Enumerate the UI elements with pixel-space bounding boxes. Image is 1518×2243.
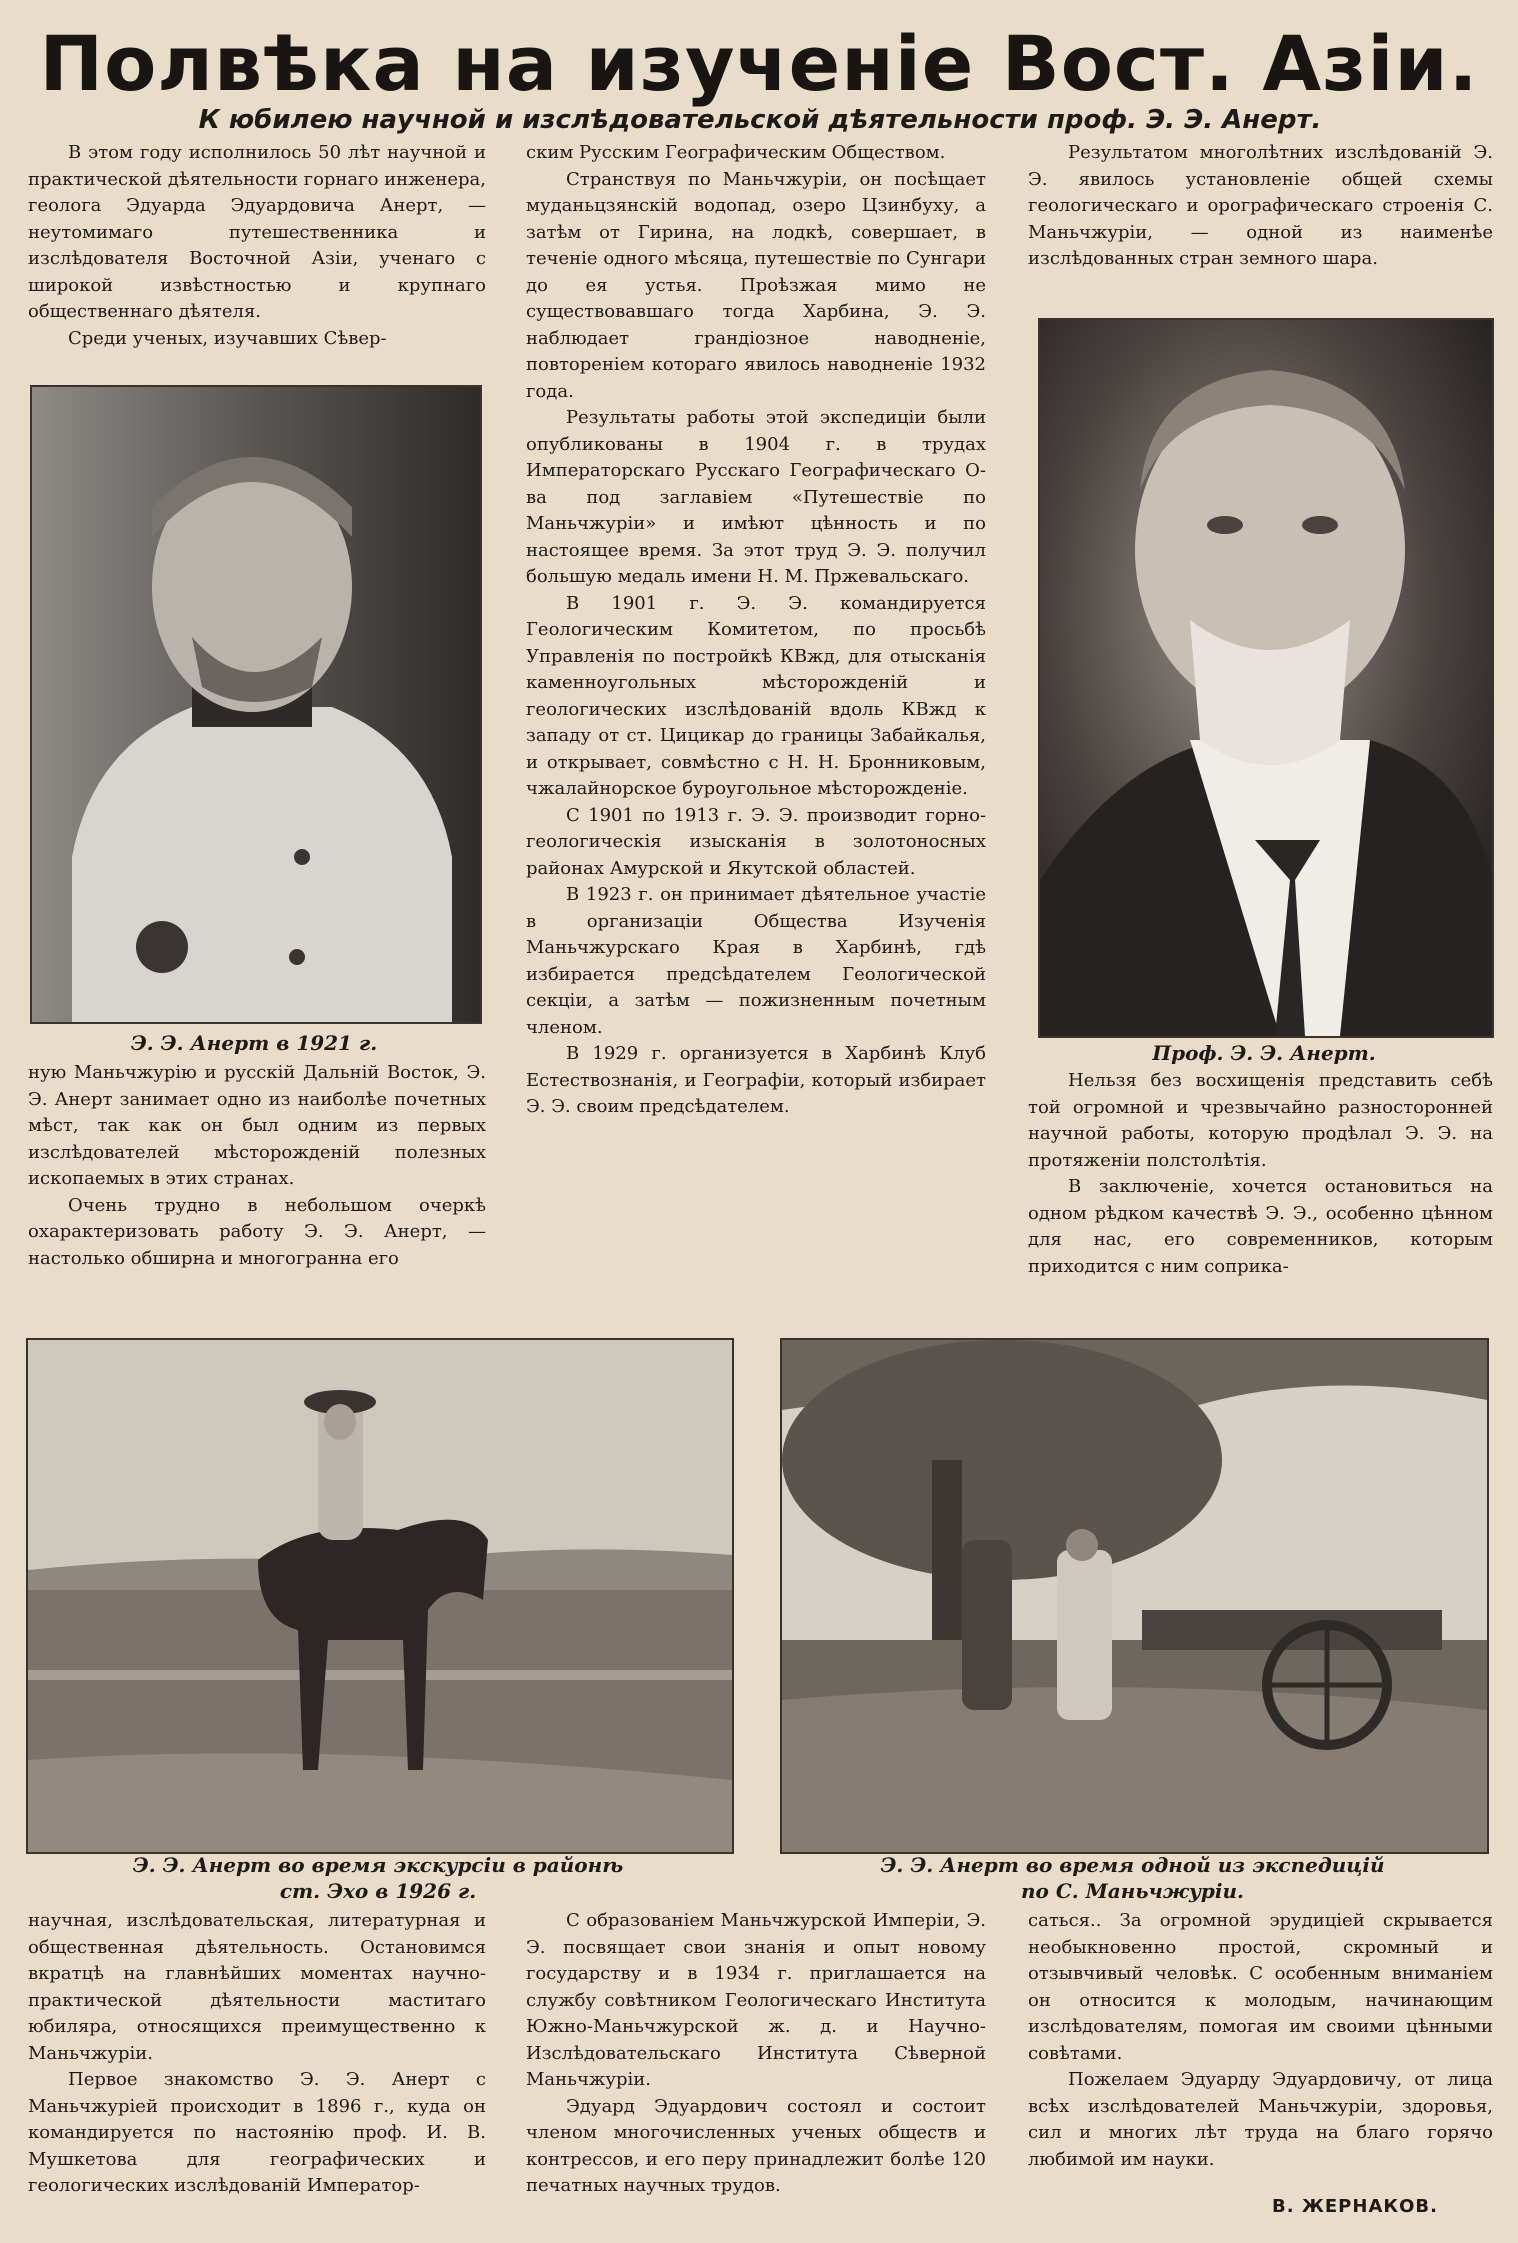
- portrait-photo-professor: [1038, 318, 1494, 1038]
- paragraph: Результатом многолѣтних изслѣдованій Э. Э. явилось установленіе общей схемы геологическаго и орографическаго строенія С. Маньчжуріи, — одной из наименѣе изслѣдованных стран земного шара.: [1028, 142, 1493, 269]
- column-1-middle: [28, 1060, 486, 1315]
- column-2-top: [526, 140, 986, 1320]
- caption-line: по С. Маньчжуріи.: [1020, 1879, 1245, 1903]
- paragraph: ским Русским Географическим Обществом.: [526, 142, 946, 163]
- subheadline: К юбилею научной и изслѣдовательской дѣятельности проф. Э. Э. Анерт.: [198, 105, 1322, 135]
- caption-photo-excursion: [26, 1852, 730, 1906]
- paragraph: В этом году исполнилось 50 лѣт научной и практической дѣятельности горнаго инженера, геолога Эдуарда Эдуардовича Анерт, — неутомимаго путешественника и изслѣдователя Восточной Азіи, ученаго с широкой извѣстностью и крупнаго общественнаго дѣятеля.: [28, 142, 486, 322]
- caption-photo-professor: Проф. Э. Э. Анерт.: [1152, 1041, 1376, 1065]
- column-3-bottom: [1028, 1908, 1493, 2193]
- paragraph: саться.. За огромной эрудиціей скрывается необыкновенно простой, скромный и отзывчивый человѣк. С особенным вниманіем он относится к молодым, начинающим изслѣдователям, помогая им своими цѣнными совѣтами.: [1028, 1910, 1493, 2064]
- caption-line: ст. Эхо в 1926 г.: [279, 1879, 477, 1903]
- paragraph: С 1901 по 1913 г. Э. Э. производит горно-геологическія изысканія в золотоносных районах Амурской и Якутской областей.: [526, 804, 986, 879]
- column-3-top: [1028, 140, 1493, 310]
- paragraph: Пожелаем Эдуарду Эдуардовичу, от лица всѣх изслѣдователей Маньчжуріи, здоровья, сил и многих лѣт труда на благо горячо любимой им науки.: [1028, 2069, 1493, 2170]
- caption-photo-1921: Э. Э. Анерт в 1921 г.: [130, 1031, 378, 1055]
- column-1-bottom: [28, 1908, 486, 2238]
- paragraph: В 1929 г. организуется в Харбинѣ Клуб Естествознанія, и Географіи, который избирает Э. Э. своим предсѣдателем.: [526, 1043, 986, 1117]
- column-2-bottom: [526, 1908, 986, 2238]
- paragraph: ную Маньчжурію и русскій Дальній Восток, Э. Э. Анерт занимает одно из наиболѣе почетных мѣст, так как он был одним из первых изслѣдователей мѣсторожденій полезных ископаемых в этих странах.: [28, 1062, 486, 1189]
- photo-horse-excursion: [26, 1338, 734, 1854]
- photo-expedition-cart: [780, 1338, 1489, 1854]
- paragraph: В 1901 г. Э. Э. командируется Геологическим Комитетом, по просьбѣ Управленія по постройкѣ КВжд, для отысканія каменноугольных мѣсторожденій и геологических изслѣдованій вдоль КВжд к западу от ст. Цицикар до границы Забайкалья, и открывает, совмѣстно с Н. Н. Бронниковым, чжалайнорское буроугольное мѣсторожденіе.: [526, 592, 986, 799]
- paragraph: Очень трудно в небольшом очеркѣ охарактеризовать работу Э. Э. Анерт, — настолько обширна и многогранна его: [28, 1194, 486, 1269]
- portrait-photo-1921: [30, 385, 482, 1024]
- paragraph: В заключеніе, хочется остановиться на одном рѣдком качествѣ Э. Э., особенно цѣнном для нас, его современников, которым приходится с ним соприка-: [1028, 1176, 1493, 1277]
- paragraph: В 1923 г. он принимает дѣятельное участіе в организаціи Общества Изученія Маньчжурскаго Края в Харбинѣ, гдѣ избирается предсѣдателем Геологической секціи, а затѣм — пожизненным почетным членом.: [526, 884, 986, 1038]
- column-3-middle: [1028, 1068, 1493, 1328]
- paragraph: научная, изслѣдовательская, литературная и общественная дѣятельность. Остановимся вкратцѣ на главнѣйших моментах научно-практической дѣятельности маститаго юбиляра, относящихся преимущественно к Маньчжуріи.: [28, 1910, 486, 2064]
- paragraph: Эдуард Эдуардович состоял и состоит членом многочисленных ученых обществ и контрессов, и его перу принадлежит болѣе 120 печатных научных трудов.: [526, 2095, 986, 2196]
- paragraph: Первое знакомство Э. Э. Анерт с Маньчжуріей происходит в 1896 г., куда он командируется по настоянію проф. И. В. Мушкетова для географических и геологических изслѣдованій Император-: [28, 2069, 486, 2196]
- column-1-top: [28, 140, 486, 380]
- paragraph: С образованіем Маньчжурской Имперіи, Э. Э. посвящает свои знанія и опыт новому государству и в 1934 г. приглашается на службу совѣтником Геологическаго Института Южно-Маньчжурской ж. д. и Научно-Изслѣдовательскаго Института Сѣверной Маньчжуріи.: [526, 1910, 986, 2090]
- paragraph: Среди ученых, изучавших Сѣвер-: [68, 327, 387, 349]
- caption-line: Э. Э. Анерт во время экскурсіи в районѣ: [132, 1853, 624, 1877]
- headline: Полвѣка на изученіе Вост. Азіи.: [39, 19, 1479, 108]
- paragraph: Странствуя по Маньчжуріи, он посѣщает муданьцзянскій водопад, озеро Цзинбуху, а затѣм от Гирина, на лодкѣ, совершает, в теченіе одного мѣсяца, путешествіе по Сунгари до ея устья. Проѣзжая мимо не существовавшаго тогда Харбина, Э. Э. наблюдает грандіозное наводненіе, повтореніем котораго явилось наводненіе 1932 года.: [526, 168, 986, 402]
- caption-line: Э. Э. Анерт во время одной из экспедицій: [880, 1853, 1385, 1877]
- caption-photo-expedition: [780, 1852, 1485, 1906]
- author-signature: В. ЖЕРНАКОВ.: [1272, 2196, 1438, 2217]
- paragraph: Результаты работы этой экспедиціи были опубликованы в 1904 г. в трудах Императорскаго Русскаго Географическаго О-ва под заглавіем «Путешествіе по Маньчжуріи» и имѣют цѣнность и по настоящее время. За этот труд Э. Э. получил большую медаль имени Н. М. Пржевальскаго.: [526, 407, 986, 587]
- paragraph: Нельзя без восхищенія представить себѣ той огромной и чрезвычайно разносторонней научной работы, которую продѣлал Э. Э. на протяженіи полстолѣтія.: [1028, 1070, 1493, 1171]
